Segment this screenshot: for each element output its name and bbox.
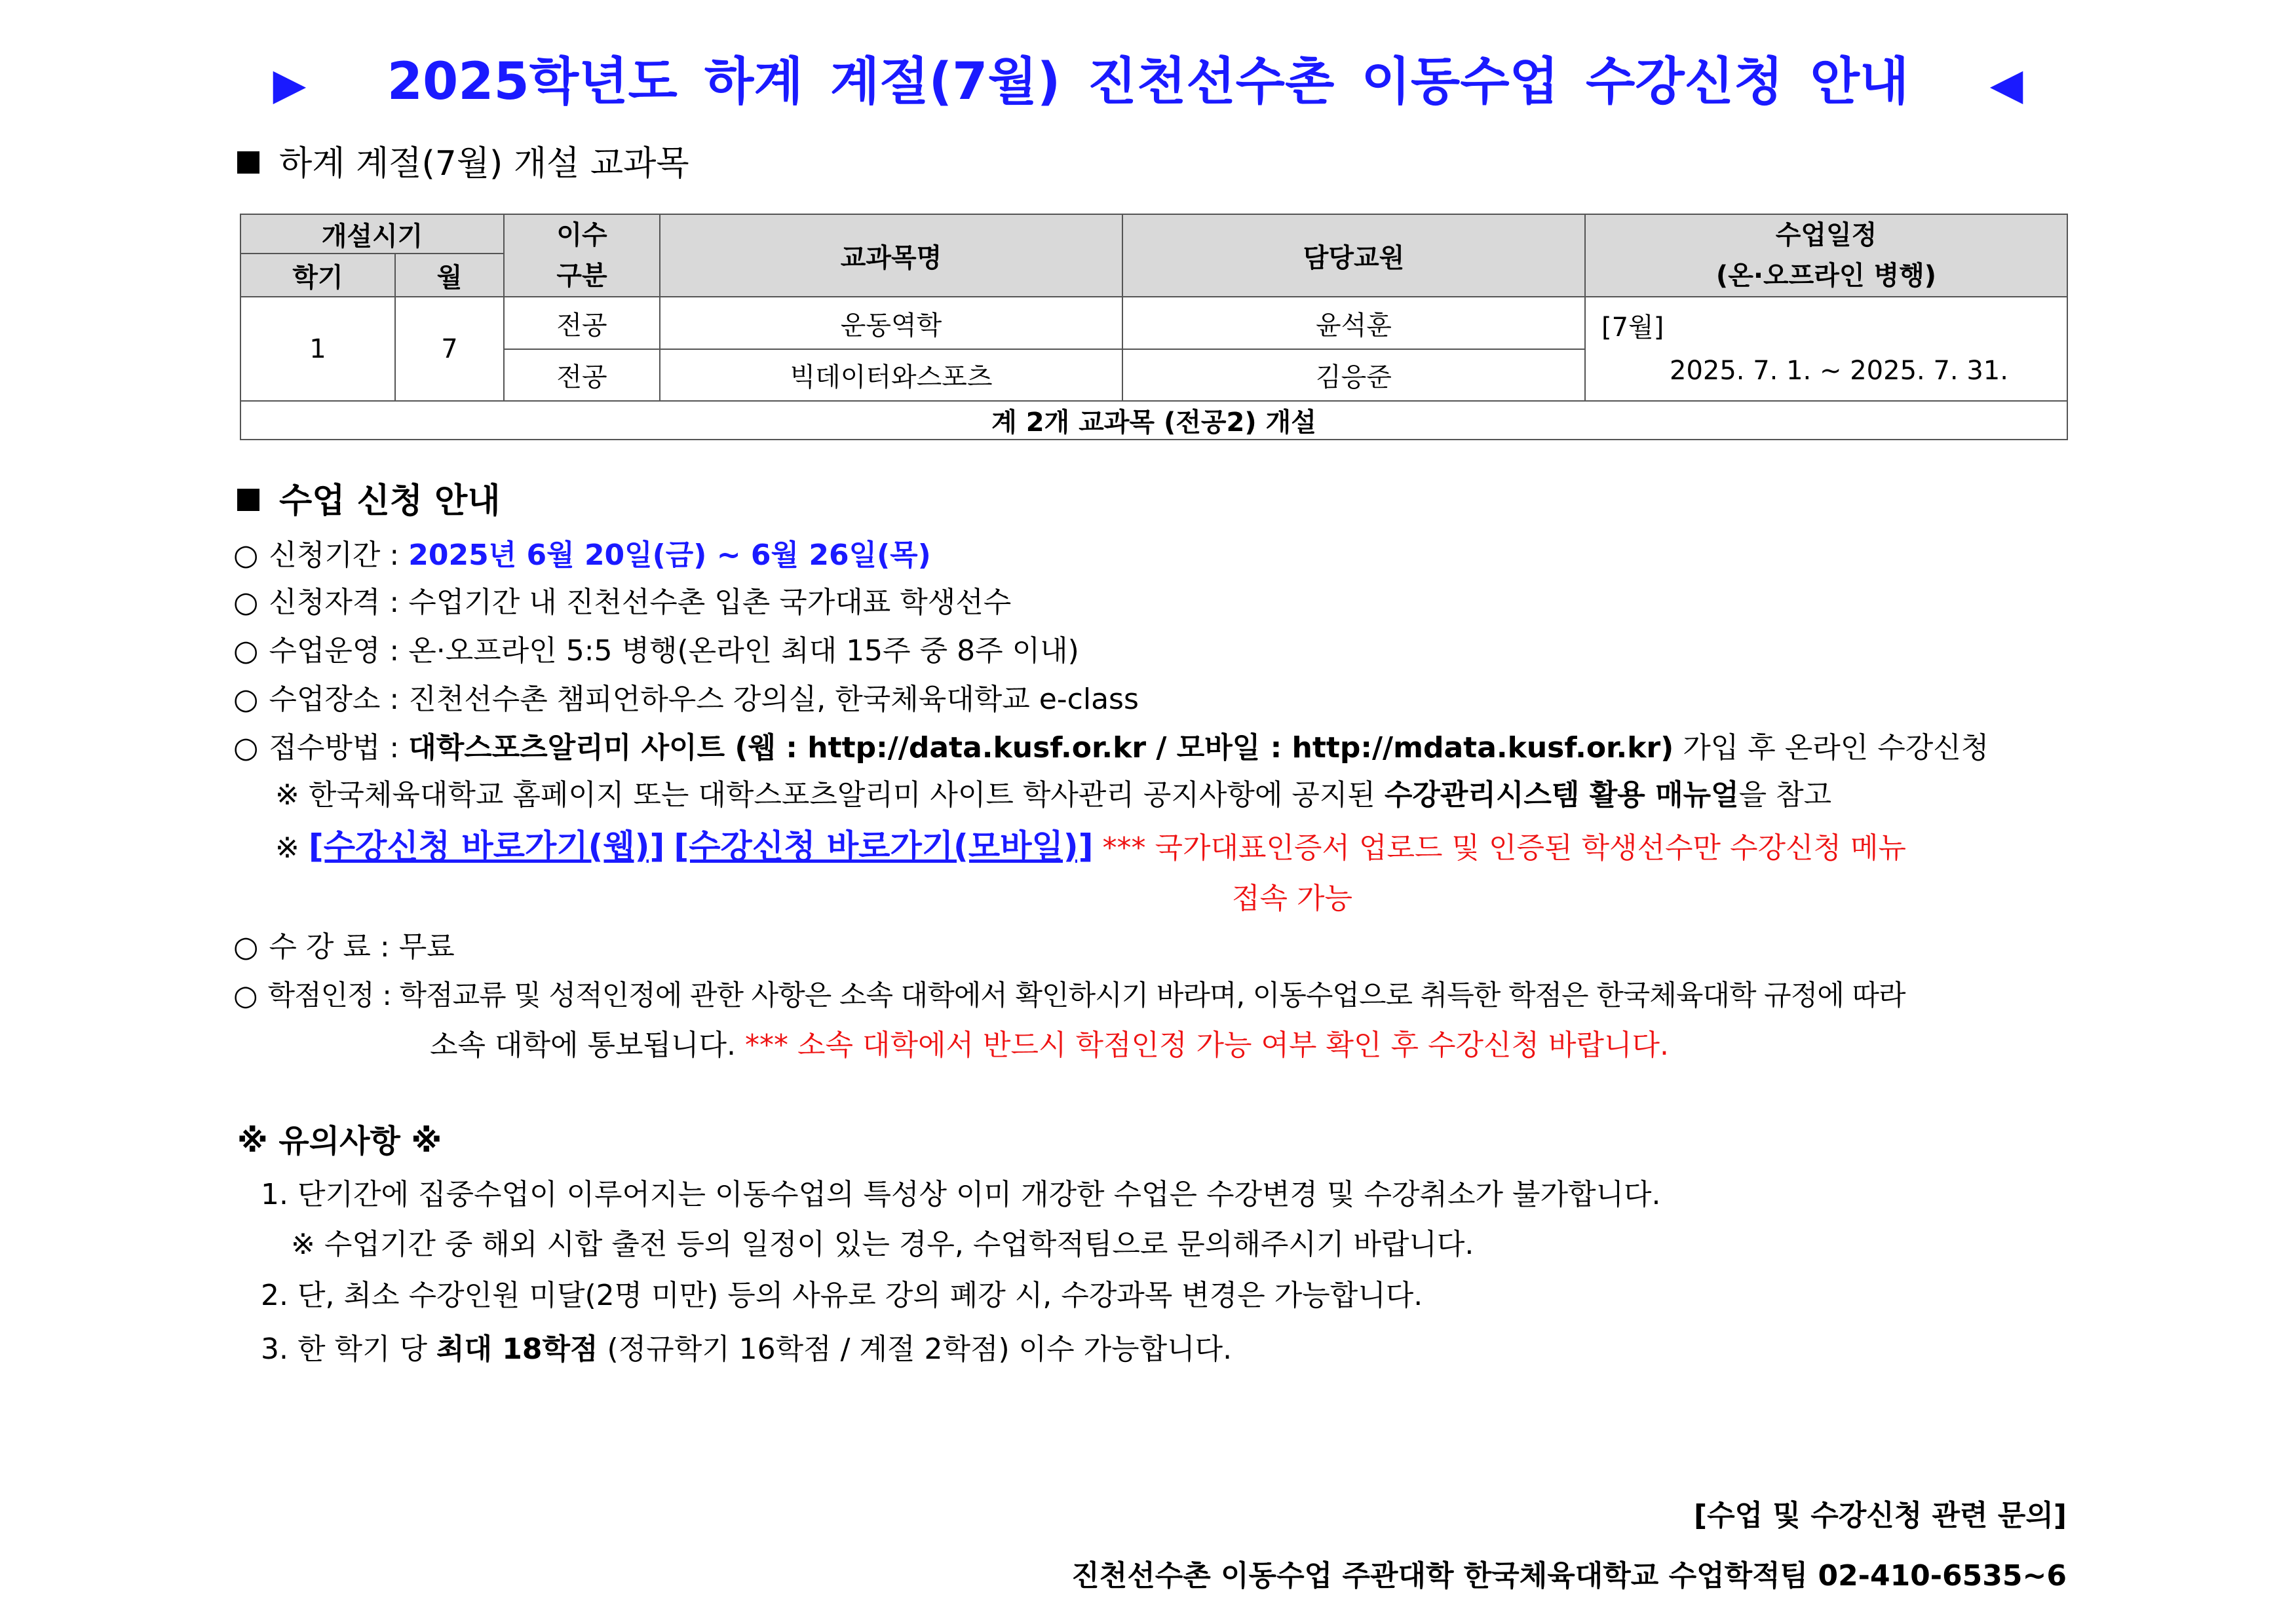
cell-course-name: 운동역학 [660, 297, 1122, 349]
circle-bullet-icon: ○ [233, 979, 258, 1012]
link-note-line1: *** 국가대표인증서 업로드 및 인증된 학생선수만 수강신청 메뉴 [1102, 831, 1907, 865]
circle-bullet-icon: ○ [233, 586, 259, 619]
table-total-row: 계 2개 교과목 (전공2) 개설 [240, 401, 2067, 440]
link-note-line2: 접속 가능 [1232, 882, 1353, 915]
credit-warning: *** 소속 대학에서 반드시 학점인정 가능 여부 확인 후 수강신청 바랍니다. [744, 1029, 1669, 1062]
info-apply [233, 728, 1989, 768]
period-label: 신청기간 : [269, 538, 409, 572]
operation-text: 수업운영 : 온·오프라인 5:5 병행(온라인 최대 15주 중 8주 이내) [269, 634, 1079, 668]
section-heading-text: 수업 신청 안내 [279, 482, 501, 521]
eligibility-text: 신청자격 : 수업기간 내 진천선수촌 입촌 국가대표 학생선수 [269, 586, 1012, 619]
title-text: 2025학년도 하계 계절(7월) 진천선수촌 이동수업 수강신청 안내 [387, 52, 1909, 111]
header-course-name: 교과목명 [660, 214, 1122, 297]
left-triangle-icon: ◀ [1989, 59, 2023, 109]
location-text: 수업장소 : 진천선수촌 챔피언하우스 강의실, 한국체육대학교 e-class [269, 683, 1139, 716]
info-fee [233, 928, 455, 967]
reference-mark-icon: ※ [275, 778, 299, 812]
caution-item-3-post: (정규학기 16학점 / 계절 2학점) 이수 가능합니다. [598, 1332, 1233, 1366]
schedule-month: [7월] [1601, 312, 1664, 343]
header-schedule-line2: (온·오프라인 병행) [1715, 261, 1937, 291]
apply-suffix: 가입 후 온라인 수강신청 [1674, 731, 1989, 765]
header-schedule-line1: 수업일정 [1775, 220, 1877, 250]
header-semester: 학기 [240, 254, 395, 297]
header-open-period: 개설시기 [240, 214, 504, 254]
info-operation [233, 632, 1079, 671]
manual-note-pre: 한국체육대학교 홈페이지 또는 대학스포츠알리미 사이트 학사관리 공지사항에 공지된 [299, 778, 1385, 812]
square-bullet-icon [237, 489, 259, 511]
section-heading-text: 하계 계절(7월) 개설 교과목 [279, 144, 689, 183]
contact-line: 진천선수촌 이동수업 주관대학 한국체육대학교 수업학적팀 02-410-6535~6 [1071, 1559, 2067, 1593]
cell-month: 7 [395, 297, 504, 401]
header-course-type-line2: 구분 [556, 261, 607, 291]
header-course-type [504, 214, 660, 297]
apply-site: 대학스포츠알리미 사이트 (웹 : http://data.kusf.or.kr / 모바일 : http://mdata.kusf.or.kr) [408, 731, 1674, 765]
cell-schedule [1585, 297, 2067, 401]
schedule-dates: 2025. 7. 1. ~ 2025. 7. 31. [1670, 355, 2008, 386]
manual-note-bold: 수강관리시스템 활용 매뉴얼 [1384, 778, 1739, 812]
section-heading-application [237, 478, 501, 524]
caution-item-1: 1. 단기간에 집중수업이 이루어지는 이동수업의 특성상 이미 개강한 수업은 수강변경 및 수강취소가 불가합니다. [261, 1178, 1661, 1211]
apply-label: 접수방법 : [269, 731, 409, 765]
info-credit-line2 [430, 1026, 1669, 1065]
info-eligibility [233, 583, 1011, 622]
circle-bullet-icon: ○ [233, 930, 259, 964]
caution-item-3-pre: 3. 한 학기 당 [261, 1332, 436, 1366]
section-heading-courses [237, 141, 689, 187]
header-schedule [1585, 214, 2067, 297]
cell-course-type: 전공 [504, 297, 660, 349]
fee-text: 수 강 료 : 무료 [269, 930, 455, 964]
period-value: 2025년 6월 20일(금) ~ 6월 26일(목) [408, 538, 931, 572]
cell-instructor: 윤석훈 [1122, 297, 1585, 349]
credit-label: 학점인정 [267, 979, 383, 1012]
caution-item-1-sub: ※ 수업기간 중 해외 시합 출전 등의 일정이 있는 경우, 수업학적팀으로 문의해주시기 바랍니다. [291, 1228, 1474, 1261]
credit-line1: : 학점교류 및 성적인정에 관한 사항은 소속 대학에서 확인하시기 바라며, 이동수업으로 취득한 학점은 한국체육대학 규정에 따라 [382, 979, 1905, 1012]
page-title [0, 46, 2296, 118]
right-triangle-icon: ▶ [273, 59, 307, 109]
caution-item-3 [261, 1330, 1232, 1369]
header-instructor: 담당교원 [1122, 214, 1585, 297]
caution-item-2: 2. 단, 최소 수강인원 미달(2명 미만) 등의 사유로 강의 폐강 시, 수강과목 변경은 가능합니다. [261, 1279, 1423, 1312]
manual-note-post: 을 참고 [1738, 778, 1832, 812]
circle-bullet-icon: ○ [233, 538, 259, 572]
apply-web-link[interactable]: [수강신청 바로가기(웹)] [308, 827, 665, 865]
circle-bullet-icon: ○ [233, 731, 259, 765]
apply-mobile-link[interactable]: [수강신청 바로가기(모바일)] [674, 827, 1094, 865]
caution-item-3-bold: 최대 18학점 [436, 1332, 598, 1366]
cell-semester: 1 [240, 297, 395, 401]
reference-mark-icon: ※ [275, 831, 299, 865]
circle-bullet-icon: ○ [233, 634, 259, 668]
info-credit [233, 976, 1905, 1015]
circle-bullet-icon: ○ [233, 683, 259, 716]
header-course-type-line1: 이수 [556, 220, 607, 250]
course-table [240, 214, 2068, 440]
info-links [275, 827, 1906, 868]
credit-line2: 소속 대학에 통보됩니다. [430, 1029, 745, 1062]
header-month: 월 [395, 254, 504, 297]
cell-instructor: 김응준 [1122, 349, 1585, 401]
cell-course-name: 빅데이터와스포츠 [660, 349, 1122, 401]
contact-heading: [수업 및 수강신청 관련 문의] [1693, 1499, 2067, 1532]
info-manual-note [275, 776, 1831, 815]
caution-heading: ※ 유의사항 ※ [237, 1123, 442, 1160]
table-row [240, 297, 2067, 349]
cell-course-type: 전공 [504, 349, 660, 401]
square-bullet-icon [237, 151, 259, 174]
info-location [233, 680, 1139, 719]
info-period [233, 536, 931, 575]
